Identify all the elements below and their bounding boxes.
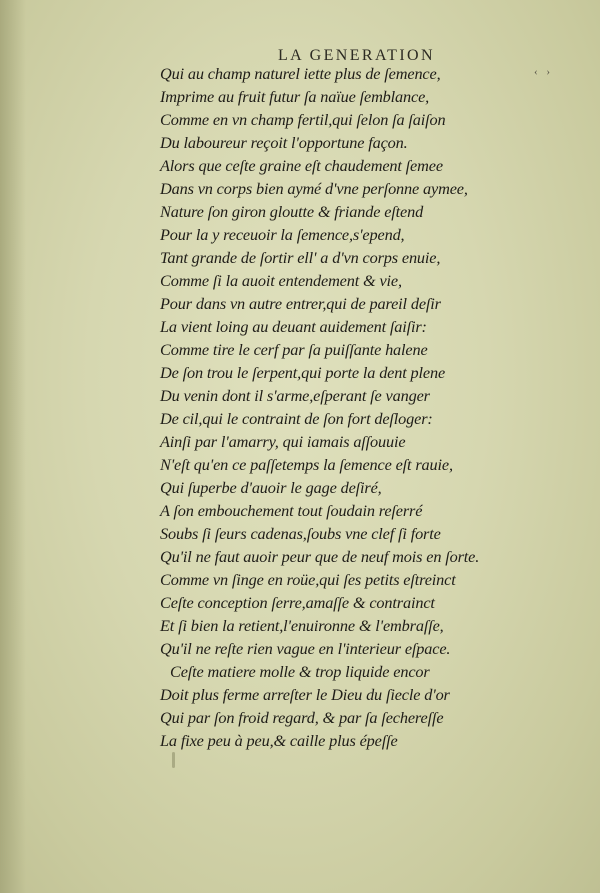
verse-line: La fixe peu à peu,& caille plus épeſſe [160, 731, 398, 750]
verse-line: Doit plus ferme arreſter le Dieu du ſiecle d'or [160, 685, 450, 704]
verse-line: La vient loing au deuant auidement ſaiſir: [160, 317, 427, 336]
verse-line: A ſon embouchement tout ſoudain reſerré [160, 501, 423, 520]
ink-mark [172, 752, 175, 768]
verse-line: Qui par ſon froid regard, & par ſa ſechereſſe [160, 708, 444, 727]
margin-mark: ‹ › [534, 66, 554, 78]
verse-line: Soubs ſi ſeurs cadenas,ſoubs vne clef ſi forte [160, 524, 441, 543]
verse-line: De cil,qui le contraint de ſon fort deſloger: [160, 409, 433, 428]
verse-line: Alors que ceſte graine eſt chaudement ſemee [160, 156, 443, 175]
verse-line: Pour dans vn autre entrer,qui de pareil deſir [160, 294, 441, 313]
verse-line: Comme en vn champ fertil,qui ſelon ſa ſaiſon [160, 110, 446, 129]
verse-line: Du laboureur reçoit l'opportune façon. [160, 133, 408, 152]
verse-line: Ainſi par l'amarry, qui iamais aſſouuie [160, 432, 406, 451]
verse-line: Ceſte conception ſerre,amaſſe & contrainct [160, 593, 435, 612]
verse-line: Nature ſon giron gloutte & friande eſtend [160, 202, 424, 221]
verse-line: N'eſt qu'en ce paſſetemps la ſemence eſt rauie, [160, 455, 453, 474]
verse-line: Qu'il ne faut auoir peur que de neuf mois en ſorte. [160, 547, 480, 566]
verse-line: Qui ſuperbe d'auoir le gage deſiré, [160, 478, 382, 497]
verse-line: De ſon trou le ſerpent,qui porte la dent plene [160, 363, 446, 382]
running-head: LA GENERATION [278, 47, 435, 64]
verse-line: Comme ſi la auoit entendement & vie, [160, 271, 402, 290]
verse-line: Tant grande de ſortir ell' a d'vn corps enuie, [160, 248, 441, 267]
verse-line: Ceſte matiere molle & trop liquide encor [170, 662, 430, 681]
verse-line: Et ſi bien la retient,l'enuironne & l'embraſſe, [160, 616, 444, 635]
verse-line: Comme tire le cerf par ſa puiſſante halene [160, 340, 428, 359]
verse-line: Comme vn ſinge en roüe,qui ſes petits eſtreinct [160, 570, 456, 589]
verse-line: Imprime au fruit futur ſa naïue ſemblance, [160, 87, 430, 106]
verse-line: Qu'il ne reſte rien vague en l'interieur eſpace. [160, 639, 451, 658]
verse-line: Pour la y receuoir la ſemence,s'epend, [160, 225, 405, 244]
verse-line: Qui au champ naturel iette plus de ſemence, [160, 64, 441, 83]
verse-line: Dans vn corps bien aymé d'vne perſonne aymee, [160, 179, 468, 198]
verse-line: Du venin dont il s'arme,eſperant ſe vanger [160, 386, 430, 405]
